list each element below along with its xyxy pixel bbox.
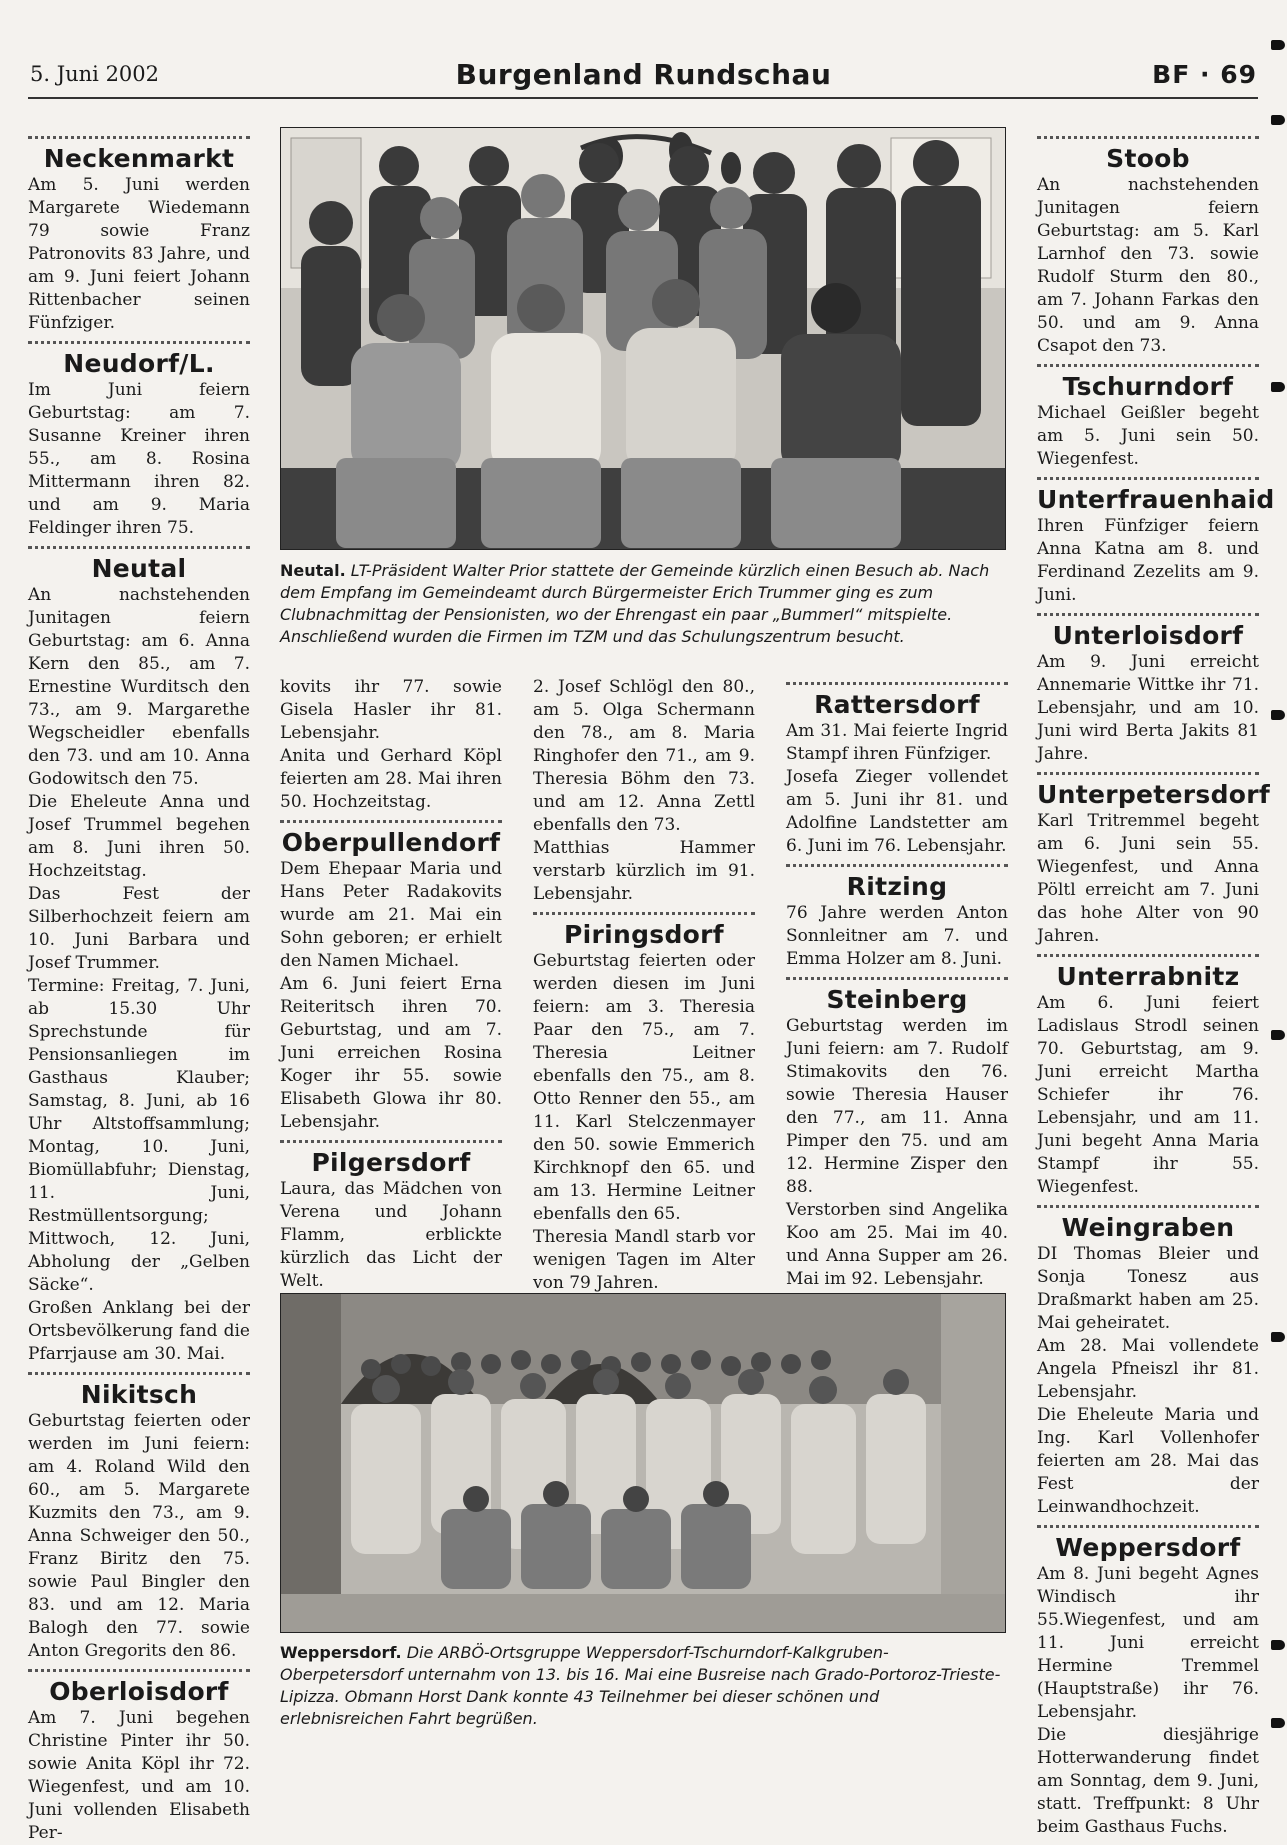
article-paragraph: An nachstehenden Junitagen feiern Geburtstag: am 6. Anna Kern den 85., am 7. Ernestine Wurditsch den 73., am 9. Margarethe Wegscheidler ebenfalls den 73. und am 10. Anna Godowitsch den 75. [28, 585, 250, 789]
article-paragraph: 76 Jahre werden Anton Sonnleitner am 7. und Emma Holzer am 8. Juni. [786, 903, 1008, 969]
section-heading-neckenmarkt: Neckenmarkt [43, 144, 235, 173]
article-paragraph: 2. Josef Schlögl den 80., am 5. Olga Schermann den 78., am 8. Maria Ringhofer den 71., am 9. Theresia Böhm den 73. und am 12. Anna Zettl ebenfalls den 73. [533, 677, 755, 835]
article-paragraph: Geburtstag werden im Juni feiern: am 7. Rudolf Stimakovits den 76. sowie Theresia Hauser den 77., am 11. Anna Pimper den 75. und am 12. Hermine Zisper den 88. [786, 1016, 1008, 1197]
section-heading-weppersdorf: Weppersdorf [1055, 1533, 1241, 1562]
issue-date: 5. Juni 2002 [30, 62, 160, 86]
column-4 [786, 676, 1008, 1291]
scan-mark [1271, 1718, 1285, 1728]
scan-mark [1271, 382, 1285, 392]
dotted-divider [1037, 772, 1259, 775]
article-paragraph: Am 6. Juni feiert Ladislaus Strodl seinen 70. Geburtstag, am 9. Juni erreicht Martha Schiefer ihr 76. Lebensjahr, und am 11. Juni begeht Anna Maria Stampf ihr 55. Wiegenfest. [1037, 993, 1259, 1197]
dotted-divider [28, 136, 250, 139]
header-rule [28, 97, 1258, 99]
neutal-group-photo [280, 127, 1006, 550]
section-heading-pilgersdorf: Pilgersdorf [311, 1148, 471, 1177]
article-paragraph: Die Eheleute Maria und Ing. Karl Vollenhofer feierten am 28. Mai das Fest der Leinwandhochzeit. [1037, 1405, 1259, 1517]
scan-mark [1271, 1640, 1285, 1650]
dotted-divider [1037, 477, 1259, 480]
neutal-group-photo-image [281, 128, 1005, 549]
section-heading-rattersdorf: Rattersdorf [814, 690, 980, 719]
article-paragraph: Matthias Hammer verstarb kürzlich im 91. Lebensjahr. [533, 838, 755, 904]
section-heading-neutal: Neutal [91, 554, 187, 583]
article-paragraph: Am 9. Juni erreicht Annemarie Wittke ihr 71. Lebensjahr, und am 10. Juni wird Berta Jakits 81 Jahre. [1037, 652, 1259, 764]
section-heading-oberpullendorf: Oberpullendorf [281, 828, 501, 857]
dotted-divider [28, 1372, 250, 1375]
article-paragraph: Josefa Zieger vollendet am 5. Juni ihr 81. und Adolfine Landstetter am 6. Juni im 76. Lebensjahr. [786, 767, 1008, 856]
section-heading-tschurndorf: Tschurndorf [1062, 372, 1234, 401]
page-number: BF · 69 [1152, 60, 1257, 89]
scan-mark [1271, 1332, 1285, 1342]
dotted-divider [1037, 613, 1259, 616]
section-heading-weingraben: Weingraben [1061, 1213, 1235, 1242]
column-3 [533, 676, 755, 1295]
article-paragraph: Verstorben sind Angelika Koo am 25. Mai im 40. und Anna Supper am 26. Mai im 92. Lebensjahr. [786, 1200, 1008, 1289]
article-paragraph: Laura, das Mädchen von Verena und Johann Flamm, erblickte kürzlich das Licht der Welt. [280, 1179, 502, 1291]
section-heading-piringsdorf: Piringsdorf [564, 920, 724, 949]
article-paragraph: Termine: Freitag, 7. Juni, ab 15.30 Uhr Sprechstunde für Pensionsanliegen im Gasthaus Klauber; Samstag, 8. Juni, ab 16 Uhr Altstoffsammlung; Montag, 10. Juni, Biomüllabfuhr; Dienstag, 11. Juni, Restmüllentsorgung; Mittwoch, 12. Juni, Abholung der „Gelben Säcke“. [28, 976, 250, 1295]
dotted-divider [28, 341, 250, 344]
section-heading-oberloisdorf: Oberloisdorf [49, 1677, 229, 1706]
article-paragraph: Am 5. Juni werden Margarete Wiedemann 79 sowie Franz Patronovits 83 Jahre, und am 9. Juni feiert Johann Rittenbacher seinen Fünfziger. [28, 175, 250, 333]
article-paragraph: Im Juni feiern Geburtstag: am 7. Susanne Kreiner ihren 55., am 8. Rosina Mittermann ihren 82. und am 9. Maria Feldinger ihren 75. [28, 380, 250, 538]
article-paragraph: Theresia Mandl starb vor wenigen Tagen im Alter von 79 Jahren. [533, 1227, 755, 1293]
column-5 [1037, 130, 1275, 1839]
article-paragraph: Die Eheleute Anna und Josef Trummel begehen am 8. Juni ihren 50. Hochzeitstag. [28, 792, 250, 881]
dotted-divider [786, 682, 1008, 685]
article-paragraph: DI Thomas Bleier und Sonja Tonesz aus Draßmarkt haben am 25. Mai geheiratet. [1037, 1244, 1259, 1333]
dotted-divider [533, 912, 755, 915]
dotted-divider [1037, 136, 1259, 139]
section-heading-nikitsch: Nikitsch [80, 1380, 198, 1409]
article-paragraph: Karl Tritremmel begeht am 6. Juni sein 55. Wiegenfest, und Anna Pöltl erreicht am 7. Juni das hohe Alter von 90 Jahren. [1037, 811, 1259, 946]
dotted-divider [786, 864, 1008, 867]
section-heading-neudorf-l: Neudorf/L. [63, 349, 215, 378]
article-paragraph: Am 6. Juni feiert Erna Reiteritsch ihren 70. Geburtstag, und am 7. Juni erreichen Rosina Koger ihr 55. sowie Elisabeth Glowa ihr 80. Lebensjahr. [280, 974, 502, 1132]
article-paragraph: Großen Anklang bei der Ortsbevölkerung fand die Pfarrjause am 30. Mai. [28, 1298, 250, 1364]
article-paragraph: Am 28. Mai vollendete Angela Pfneiszl ihr 81. Lebensjahr. [1037, 1336, 1259, 1402]
article-paragraph: Das Fest der Silberhochzeit feiern am 10. Juni Barbara und Josef Trummer. [28, 884, 250, 973]
article-paragraph: Dem Ehepaar Maria und Hans Peter Radakovits wurde am 21. Mai ein Sohn geboren; er erhielt den Namen Michael. [280, 859, 502, 971]
newspaper-title: Burgenland Rundschau [455, 58, 832, 91]
article-paragraph: Die diesjährige Hotterwanderung findet am Sonntag, dem 9. Juni, statt. Treffpunkt: 8 Uhr beim Gasthaus Fuchs. [1037, 1725, 1259, 1837]
dotted-divider [1037, 1205, 1259, 1208]
scan-mark [1271, 710, 1285, 720]
article-paragraph: Geburtstag feierten oder werden diesen im Juni feiern: am 3. Theresia Paar den 75., am 7. Theresia Leitner ebenfalls den 75., am 8. Otto Renner den 55., am 11. Karl Stelczenmayer den 50. sowie Emmerich Kirchknopf den 65. und am 13. Hermine Leitner ebenfalls den 65. [533, 951, 755, 1224]
section-heading-ritzing: Ritzing [846, 872, 948, 901]
article-paragraph: Am 8. Juni begeht Agnes Windisch ihr 55.Wiegenfest, und am 11. Juni erreicht Hermine Tremmel (Hauptstraße) ihr 76. Lebensjahr. [1037, 1564, 1259, 1722]
scan-mark [1271, 115, 1285, 125]
column-2 [280, 676, 502, 1362]
column-1 [28, 130, 250, 1845]
article-paragraph: Am 7. Juni begehen Christine Pinter ihr 50. sowie Anita Köpl ihr 72. Wiegenfest, und am 10. Juni vollenden Elisabeth Per- [28, 1708, 250, 1843]
dotted-divider [1037, 954, 1259, 957]
dotted-divider [280, 820, 502, 823]
article-paragraph: Ihren Fünfziger feiern Anna Katna am 8. und Ferdinand Zezelits am 9. Juni. [1037, 516, 1259, 605]
caption-place-weppersdorf: Weppersdorf. [280, 1643, 402, 1662]
scan-mark [1271, 40, 1285, 50]
weppersdorf-group-photo-image [281, 1294, 1005, 1632]
article-paragraph: Michael Geißler begeht am 5. Juni sein 50. Wiegenfest. [1037, 403, 1259, 469]
section-heading-unterpetersdorf: Unterpetersdorf [1037, 780, 1271, 809]
article-paragraph: kovits ihr 77. sowie Gisela Hasler ihr 81. Lebensjahr. [280, 677, 502, 743]
caption-place-neutal: Neutal. [280, 561, 346, 580]
article-paragraph: Geburtstag feierten oder werden im Juni feiern: am 4. Roland Wild den 60., am 5. Margarete Kuzmits den 73., am 9. Anna Schweiger den 50., Franz Biritz den 75. sowie Paul Bingler den 83. und am 12. Maria Balogh den 77. sowie Anton Gregorits den 86. [28, 1411, 250, 1661]
weppersdorf-group-photo [280, 1293, 1006, 1633]
section-heading-steinberg: Steinberg [826, 985, 968, 1014]
dotted-divider [28, 546, 250, 549]
section-heading-stoob: Stoob [1106, 144, 1190, 173]
dotted-divider [1037, 364, 1259, 367]
neutal-photo-caption [280, 560, 1004, 648]
section-heading-unterloisdorf: Unterloisdorf [1052, 621, 1244, 650]
dotted-divider [28, 1669, 250, 1672]
scan-mark [1271, 1030, 1285, 1040]
article-paragraph: An nachstehenden Junitagen feiern Geburtstag: am 5. Karl Larnhof den 73. sowie Rudolf Sturm den 80., am 7. Johann Farkas den 50. und am 9. Anna Csapot den 73. [1037, 175, 1259, 356]
caption-text-weppersdorf: Die ARBÖ-Ortsgruppe Weppersdorf-Tschurndorf-Kalkgruben-Oberpetersdorf unternahm von 13. bis 16. Mai eine Busreise nach Grado-Portoroz-Trieste-Lipizza. Obmann Horst Dank konnte 43 Teilnehmer bei dieser schönen und erlebnisreichen Fahrt begrüßen. [280, 1643, 1001, 1728]
dotted-divider [280, 1140, 502, 1143]
section-heading-unterfrauenhaid: Unterfrauenhaid [1037, 485, 1275, 514]
dotted-divider [1037, 1525, 1259, 1528]
weppersdorf-photo-caption [280, 1642, 1004, 1730]
dotted-divider [786, 977, 1008, 980]
section-heading-unterrabnitz: Unterrabnitz [1056, 962, 1240, 991]
article-paragraph: Am 31. Mai feierte Ingrid Stampf ihren Fünfziger. [786, 721, 1008, 764]
caption-text-neutal: LT-Präsident Walter Prior stattete der Gemeinde kürzlich einen Besuch ab. Nach dem Empfang im Gemeindeamt durch Bürgermeister Erich Trummer ging es zum Clubnachmittag der Pensionisten, wo der Ehrengast ein paar „Bummerl“ mitspielte. Anschließend wurden die Firmen im TZM und das Schulungszentrum besucht. [280, 561, 990, 646]
article-paragraph: Anita und Gerhard Köpl feierten am 28. Mai ihren 50. Hochzeitstag. [280, 746, 502, 812]
